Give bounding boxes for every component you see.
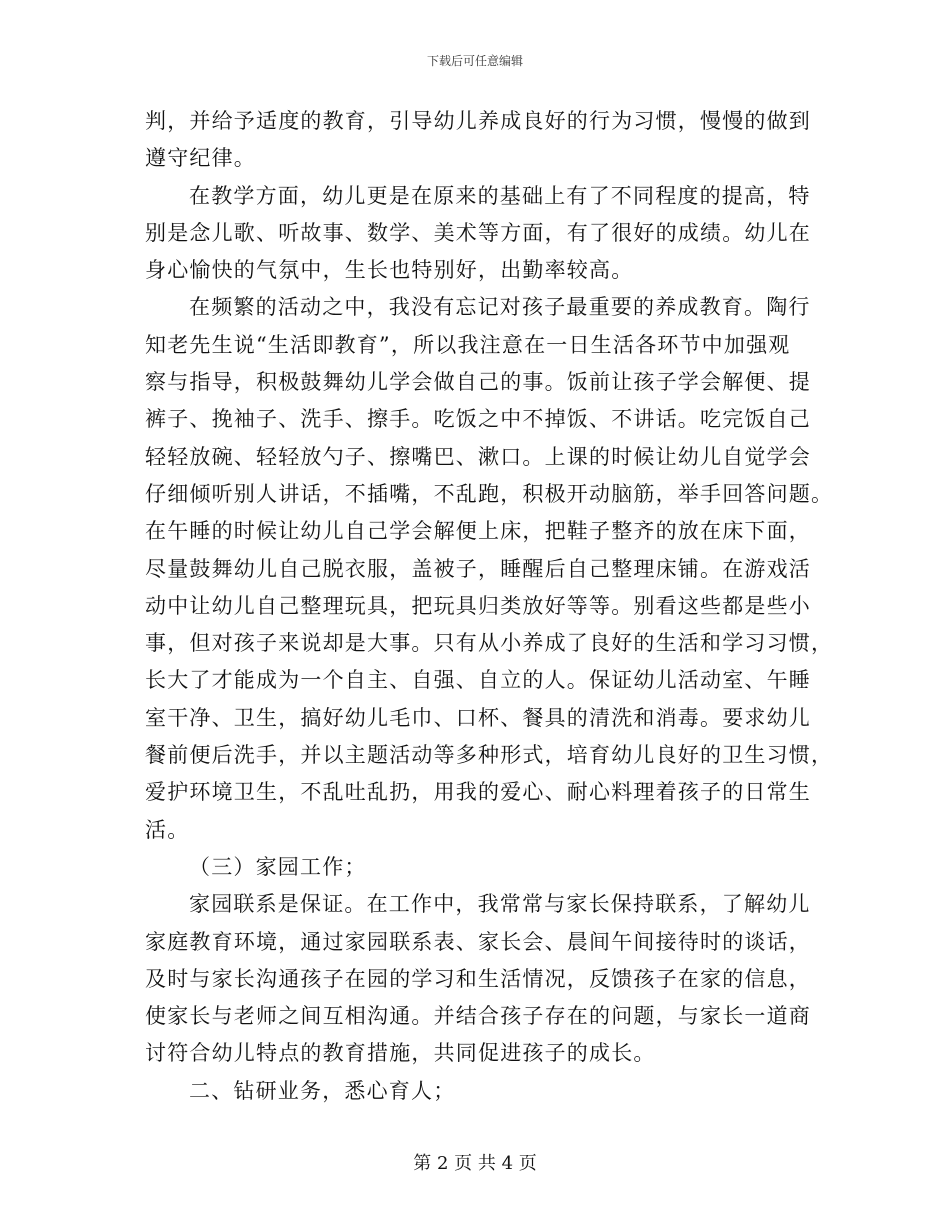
text-line: 室干净、卫生，搞好幼儿毛巾、口杯、餐具的清洗和消毒。要求幼儿	[145, 705, 811, 730]
text-line: 判，并给予适度的教育，引导幼儿养成良好的行为习惯，慢慢的做到	[145, 109, 811, 133]
document-body	[145, 103, 834, 1110]
paragraph-start-line: 在频繁的活动之中，我没有忘记对孩子最重要的养成教育。陶行	[189, 295, 811, 320]
paragraph-start-line: 家园联系是保证。在工作中，我常常与家长保持联系，了解幼儿	[189, 892, 811, 917]
paragraph-start-line: 在教学方面，幼儿更是在原来的基础上有了不同程度的提高，特	[189, 183, 811, 208]
text-line: 爱护环境卫生，不乱吐乱扔，用我的爱心、耐心料理着孩子的日常生	[145, 780, 811, 805]
text-line: 事，但对孩子来说却是大事。只有从小养成了良好的生活和学习习惯，	[145, 631, 834, 656]
text-line: 遵守纪律。	[145, 146, 256, 171]
section-heading: 二、钻研业务，悉心育人；	[189, 1078, 456, 1103]
text-line: 在午睡的时候让幼儿自己学会解便上床，把鞋子整齐的放在床下面，	[145, 519, 811, 544]
text-line: 及时与家长沟通孩子在园的学习和生活情况，反馈孩子在家的信息，	[145, 966, 811, 991]
text-line: 身心愉快的气氛中，生长也特别好，出勤率较高。	[145, 258, 634, 283]
text-line: 活。	[145, 817, 190, 842]
section-heading: （三）家园工作；	[189, 854, 367, 879]
text-line: 别是念儿歌、听故事、数学、美术等方面，有了很好的成绩。幼儿在	[145, 220, 811, 245]
text-line: 使家长与老师之间互相沟通。并结合孩子存在的问题，与家长一道商	[145, 1004, 811, 1029]
text-line: 察与指导，积极鼓舞幼儿学会做自己的事。饭前让孩子学会解便、提	[145, 370, 811, 395]
text-line: 裤子、挽袖子、洗手、擦手。吃饭之中不掉饭、不讲话。吃完饭自己	[145, 407, 811, 432]
page-header: 下载后可任意编辑	[426, 54, 523, 68]
text-line: 长大了才能成为一个自主、自强、自立的人。保证幼儿活动室、午睡	[145, 668, 811, 693]
text-line: 知老先生说“生活即教育”，所以我注意在一日生活各环节中加强观	[145, 332, 791, 357]
text-line: 动中让幼儿自己整理玩具，把玩具归类放好等等。别看这些都是些小	[145, 593, 811, 618]
text-line: 轻轻放碗、轻轻放勺子、擦嘴巴、漱口。上课的时候让幼儿自觉学会	[145, 444, 811, 469]
text-line: 仔细倾听别人讲话，不插嘴，不乱跑，积极开动脑筋，举手回答问题。	[145, 481, 834, 506]
page-footer: 第 2 页 共 4 页	[413, 1153, 537, 1174]
text-line: 讨符合幼儿特点的教育措施，共同促进孩子的成长。	[145, 1041, 656, 1066]
text-line: 尽量鼓舞幼儿自己脱衣服，盖被子，睡醒后自己整理床铺。在游戏活	[145, 556, 811, 581]
text-line: 餐前便后洗手，并以主题活动等多种形式，培育幼儿良好的卫生习惯，	[145, 743, 834, 768]
text-line: 家庭教育环境，通过家园联系表、家长会、晨间午间接待时的谈话，	[145, 929, 811, 954]
